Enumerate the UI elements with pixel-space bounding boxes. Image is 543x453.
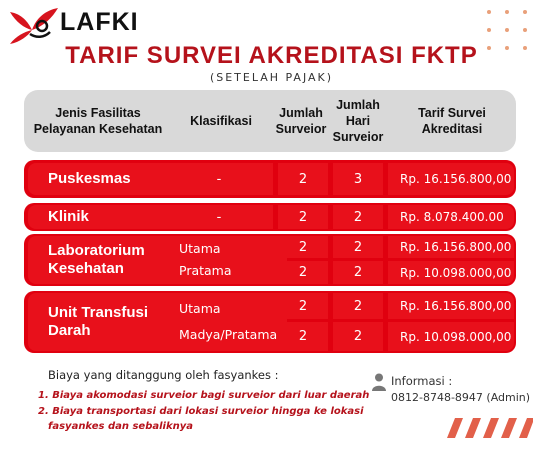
row-facility: Klinik bbox=[28, 205, 180, 229]
header-days: Jumlah Hari Surveior bbox=[332, 98, 384, 144]
row-fee: Rp. 16.156.800,00 bbox=[388, 163, 514, 195]
row-surveyors: 2 bbox=[278, 322, 328, 351]
row-fee: Rp. 16.156.800,00 bbox=[388, 293, 514, 319]
row-fee: Rp. 10.098.000,00 bbox=[388, 322, 514, 351]
row-surveyors: 2 bbox=[278, 236, 328, 258]
notes-title: Biaya yang ditanggung oleh fasyankes : bbox=[48, 368, 279, 382]
row-fee: Rp. 10.098.000,00 bbox=[388, 261, 514, 284]
row-surveyors: 2 bbox=[278, 293, 328, 319]
row-surveyors: 2 bbox=[278, 205, 328, 229]
row-class: Utama bbox=[179, 241, 221, 256]
row-facility: Puskesmas bbox=[28, 163, 180, 195]
header-facility: Jenis Fasilitas Pelayanan Kesehatan bbox=[33, 106, 163, 136]
note-item: fasyankes dan sebaliknya bbox=[48, 421, 193, 432]
header-classification: Klasifikasi bbox=[190, 114, 252, 128]
decorative-stripes bbox=[447, 418, 533, 438]
table-header bbox=[24, 90, 516, 152]
info-phone: 0812-8748-8947 (Admin) bbox=[391, 391, 531, 404]
brand-name: LAFKI bbox=[60, 8, 139, 36]
row-surveyors: 2 bbox=[278, 163, 328, 195]
row-days: 2 bbox=[333, 322, 383, 351]
row-days: 2 bbox=[333, 293, 383, 319]
person-icon bbox=[372, 373, 386, 391]
row-days: 2 bbox=[333, 261, 383, 284]
row-class: - bbox=[165, 163, 273, 195]
row-fee: Rp. 8.078.400.00 bbox=[388, 205, 514, 229]
row-class: Pratama bbox=[179, 263, 232, 278]
header-fee: Tarif Survei Akreditasi bbox=[418, 106, 486, 136]
row-class: Madya/Pratama bbox=[179, 327, 278, 342]
row-class: - bbox=[165, 205, 273, 229]
row-facility: Laboratorium Kesehatan bbox=[28, 236, 180, 284]
row-class-group bbox=[165, 236, 287, 284]
row-fee: Rp. 16.156.800,00 bbox=[388, 236, 514, 258]
row-class: Utama bbox=[179, 301, 221, 316]
page-title: TARIF SURVEI AKREDITASI FKTP bbox=[65, 42, 478, 69]
row-facility: Unit Transfusi Darah bbox=[28, 293, 180, 351]
note-item: 2. Biaya transportasi dari lokasi surveior hingga ke lokasi bbox=[38, 406, 364, 417]
row-days: 2 bbox=[333, 205, 383, 229]
row-class-group bbox=[165, 293, 287, 351]
row-surveyors: 2 bbox=[278, 261, 328, 284]
info-label: Informasi : bbox=[391, 374, 453, 388]
row-days: 3 bbox=[333, 163, 383, 195]
header-surveyors: Jumlah Surveior bbox=[275, 106, 327, 136]
note-item: 1. Biaya akomodasi surveior bagi surveior dari luar daerah bbox=[38, 390, 370, 401]
row-days: 2 bbox=[333, 236, 383, 258]
page-subtitle: (SETELAH PAJAK) bbox=[209, 71, 334, 84]
